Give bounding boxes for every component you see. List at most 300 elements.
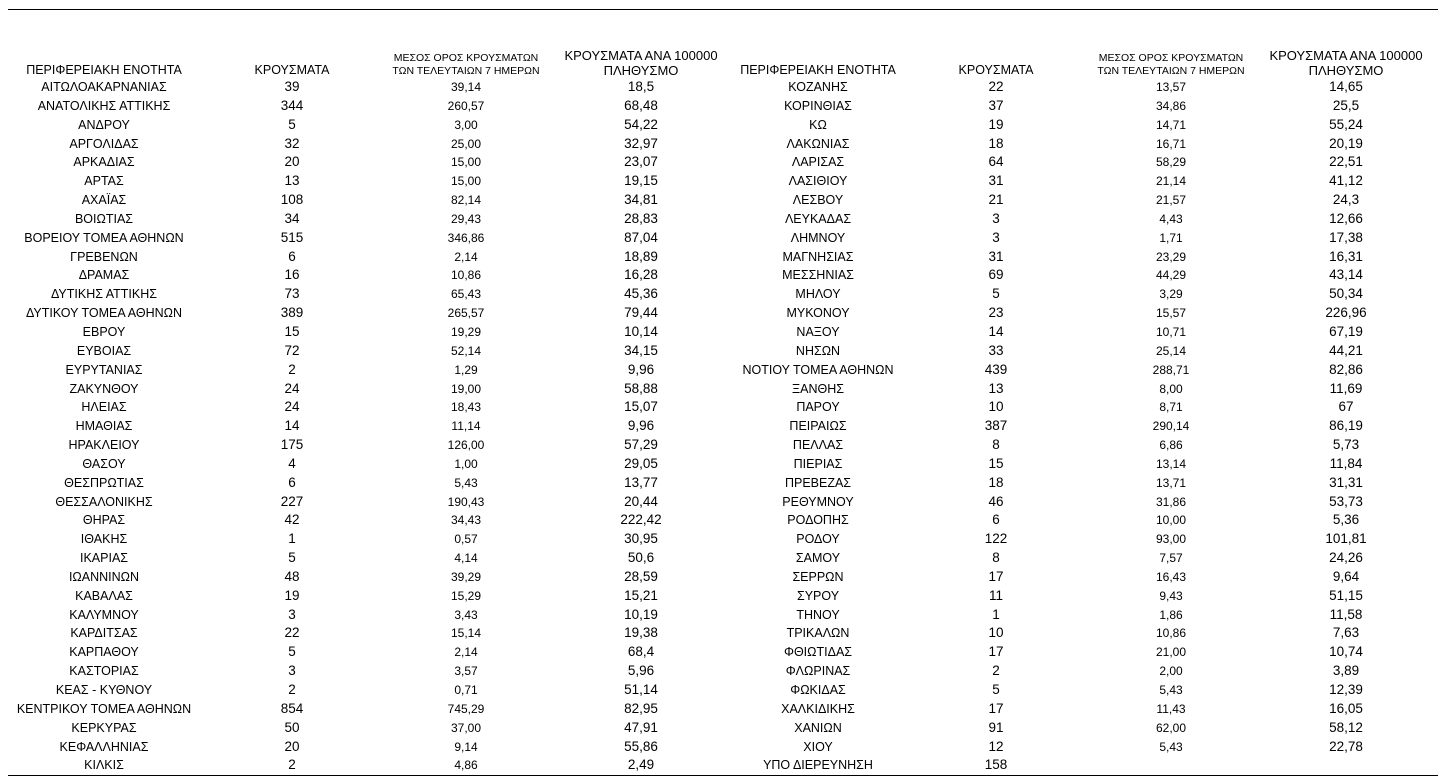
table-row (0, 568, 1445, 587)
left-region-name-cell: ΚΑΛΥΜΝΟΥ (69, 607, 139, 622)
left-region-name-cell: ΙΩΑΝΝΙΝΩΝ (68, 569, 140, 584)
right-region-name-cell: ΚΟΡΙΝΘΙΑΣ (784, 98, 852, 113)
left-cases-cell: 73 (284, 286, 300, 302)
right-rate-per-100k-cell: 44,21 (1329, 342, 1363, 358)
left-region-name-cell: ΕΒΡΟΥ (82, 324, 126, 339)
right-seven-day-average-cell: 10,86 (1155, 626, 1187, 641)
left-rate-per-100k-cell: 2,49 (627, 757, 655, 773)
left-region-name-cell: ΚΑΡΠΑΘΟΥ (69, 645, 139, 660)
left-cases-cell: 48 (284, 568, 300, 584)
left-rate-per-100k-cell: 68,48 (624, 97, 658, 113)
left-region-name-cell: ΑΡΤΑΣ (84, 174, 124, 189)
right-seven-day-average-cell: 14,71 (1155, 117, 1187, 132)
right-rate-per-100k-cell: 43,14 (1329, 267, 1363, 283)
left-cases-cell: 175 (280, 437, 304, 453)
right-region-name-cell: ΛΑΣΙΘΙΟΥ (788, 174, 848, 189)
left-seven-day-average-cell: 52,14 (450, 343, 482, 358)
right-region-name-cell: ΤΡΙΚΑΛΩΝ (786, 626, 850, 641)
left-seven-day-average-cell: 1,00 (454, 456, 478, 471)
right-region-name-cell: ΧΑΝΙΩΝ (794, 720, 842, 735)
right-region-name-cell: ΛΑΡΙΣΑΣ (791, 155, 845, 170)
left-cases-cell: 19 (284, 587, 300, 603)
left-region-name-cell: ΔΥΤΙΚΗΣ ΑΤΤΙΚΗΣ (51, 287, 157, 302)
right-cases-cell: 22 (988, 79, 1004, 94)
right-region-name-cell: ΣΑΜΟΥ (795, 551, 841, 566)
right-seven-day-average-cell: 1,86 (1159, 607, 1183, 622)
table-row (0, 587, 1445, 606)
right-rate-per-100k-cell: 55,24 (1329, 116, 1363, 132)
left-cases-cell: 227 (280, 493, 304, 509)
header-rate-line2: ΠΛΗΘΥΣΜΟ (603, 63, 679, 78)
left-region-name-cell: ΚΕΑΣ - ΚΥΘΝΟΥ (55, 683, 153, 697)
table-row (0, 606, 1445, 625)
left-cases-cell: 42 (284, 512, 300, 528)
left-cases-cell: 854 (280, 700, 304, 716)
left-seven-day-average-cell: 4,86 (454, 758, 478, 773)
header-avg-left (392, 52, 539, 78)
left-cases-cell: 72 (284, 342, 300, 358)
right-region-name-cell: ΦΛΩΡΙΝΑΣ (785, 664, 851, 679)
right-region-name-cell: ΚΩ (809, 117, 827, 132)
left-seven-day-average-cell: 29,43 (450, 211, 482, 226)
left-rate-per-100k-cell: 13,77 (624, 474, 658, 490)
left-rate-per-100k-cell: 5,96 (627, 663, 655, 679)
left-rate-per-100k-cell: 19,38 (624, 625, 658, 641)
table-row (0, 549, 1445, 568)
right-seven-day-average-cell: 13,71 (1155, 475, 1187, 490)
left-seven-day-average-cell: 260,57 (447, 98, 485, 113)
left-region-name-cell: ΚΙΛΚΙΣ (84, 758, 124, 773)
left-region-name-cell: ΔΥΤΙΚΟΥ ΤΟΜΕΑ ΑΘΗΝΩΝ (25, 306, 183, 321)
left-region-name-cell: ΗΜΑΘΙΑΣ (75, 419, 133, 434)
left-rate-per-100k-cell: 47,91 (624, 719, 658, 735)
header-cases-right: ΚΡΟΥΣΜΑΤΑ (958, 63, 1034, 77)
left-rate-per-100k-cell: 57,29 (624, 437, 658, 453)
left-region-name-cell: ΚΑΡΔΙΤΣΑΣ (70, 626, 138, 641)
left-seven-day-average-cell: 265,57 (447, 306, 485, 321)
right-seven-day-average-cell: 8,71 (1159, 400, 1183, 415)
right-cases-cell: 17 (988, 568, 1004, 584)
left-cases-cell: 16 (284, 267, 300, 283)
right-cases-cell: 19 (988, 116, 1004, 132)
right-rate-per-100k-cell: 22,51 (1329, 154, 1363, 170)
right-rate-per-100k-cell: 86,19 (1329, 418, 1363, 434)
left-seven-day-average-cell: 4,14 (454, 551, 478, 566)
left-region-name-cell: ΕΥΒΟΙΑΣ (76, 343, 132, 358)
left-rate-per-100k-cell: 34,81 (624, 192, 658, 208)
right-region-name-cell: ΡΟΔΟΥ (796, 532, 840, 547)
left-region-name-cell: ΒΟΙΩΤΙΑΣ (74, 211, 134, 226)
table-row (0, 135, 1445, 154)
right-cases-cell: 387 (984, 418, 1008, 434)
left-rate-per-100k-cell: 29,05 (624, 455, 658, 471)
left-region-name-cell: ΔΡΑΜΑΣ (78, 268, 130, 283)
left-cases-cell: 108 (280, 192, 304, 208)
right-rate-per-100k-cell: 31,31 (1329, 474, 1363, 490)
table-row (0, 511, 1445, 530)
table-row (0, 361, 1445, 380)
right-rate-per-100k-cell: 7,63 (1332, 625, 1360, 641)
right-cases-cell: 14 (988, 323, 1004, 339)
left-seven-day-average-cell: 11,14 (451, 419, 481, 434)
right-rate-per-100k-cell: 58,12 (1329, 719, 1363, 735)
right-seven-day-average-cell: 8,00 (1159, 381, 1183, 396)
left-cases-cell: 6 (288, 248, 296, 264)
left-cases-cell: 50 (284, 719, 300, 735)
header-region-left: ΠΕΡΙΦΕΡΕΙΑΚΗ ΕΝΟΤΗΤΑ (26, 63, 182, 77)
right-seven-day-average-cell: 34,86 (1155, 98, 1187, 113)
right-cases-cell: 8 (992, 550, 1000, 566)
right-rate-per-100k-cell: 22,78 (1329, 738, 1363, 754)
table-row (0, 323, 1445, 342)
right-region-name-cell: ΝΑΞΟΥ (796, 324, 840, 339)
right-seven-day-average-cell: 4,43 (1159, 211, 1183, 226)
right-region-name-cell: ΧΑΛΚΙΔΙΚΗΣ (781, 701, 855, 716)
right-rate-per-100k-cell: 24,3 (1332, 192, 1360, 208)
left-cases-cell: 20 (284, 154, 300, 170)
right-region-name-cell: ΛΑΚΩΝΙΑΣ (786, 136, 850, 151)
left-rate-per-100k-cell: 54,22 (624, 116, 658, 132)
table-row (0, 304, 1445, 323)
left-seven-day-average-cell: 745,29 (447, 701, 485, 716)
right-rate-per-100k-cell: 53,73 (1329, 493, 1363, 509)
right-seven-day-average-cell: 13,14 (1155, 456, 1187, 471)
table-row (0, 248, 1445, 267)
right-cases-cell: 6 (992, 512, 1000, 528)
bottom-border (8, 775, 1438, 776)
right-rate-per-100k-cell: 17,38 (1329, 229, 1363, 245)
left-region-name-cell: ΘΗΡΑΣ (82, 513, 126, 528)
left-cases-cell: 344 (280, 97, 304, 113)
table-row (0, 662, 1445, 681)
table-row (0, 78, 1445, 97)
right-cases-cell: 17 (988, 644, 1004, 660)
header-rate-right (1269, 48, 1422, 78)
right-seven-day-average-cell: 21,00 (1155, 645, 1187, 660)
right-seven-day-average-cell: 21,14 (1155, 174, 1187, 189)
left-cases-cell: 15 (284, 323, 300, 339)
right-cases-cell: 69 (988, 267, 1004, 283)
left-cases-cell: 14 (284, 418, 300, 434)
right-seven-day-average-cell: 16,43 (1155, 569, 1187, 584)
right-seven-day-average-cell: 31,86 (1155, 494, 1187, 509)
left-region-name-cell: ΗΛΕΙΑΣ (81, 400, 127, 415)
table-row (0, 738, 1445, 757)
right-rate-per-100k-cell: 101,81 (1325, 531, 1367, 547)
right-seven-day-average-cell: 11,43 (1156, 701, 1186, 716)
left-seven-day-average-cell: 15,00 (450, 174, 482, 189)
left-seven-day-average-cell: 3,00 (454, 117, 478, 132)
right-rate-per-100k-cell: 16,05 (1329, 700, 1363, 716)
right-rate-per-100k-cell: 12,66 (1329, 210, 1363, 226)
left-seven-day-average-cell: 5,43 (454, 475, 478, 490)
left-cases-cell: 22 (284, 625, 300, 641)
left-seven-day-average-cell: 9,14 (454, 739, 478, 754)
table-row (0, 172, 1445, 191)
table-row (0, 266, 1445, 285)
table-row (0, 417, 1445, 436)
right-cases-cell: 10 (988, 625, 1004, 641)
left-region-name-cell: ΘΕΣΠΡΩΤΙΑΣ (64, 475, 144, 490)
left-cases-cell: 2 (288, 757, 296, 773)
header-avg-right (1097, 52, 1244, 78)
left-seven-day-average-cell: 39,29 (450, 569, 482, 584)
table-row (0, 398, 1445, 417)
left-rate-per-100k-cell: 222,42 (620, 512, 662, 528)
right-region-name-cell: ΣΕΡΡΩΝ (792, 569, 844, 584)
left-rate-per-100k-cell: 20,44 (624, 493, 658, 509)
left-cases-cell: 5 (288, 550, 296, 566)
left-cases-cell: 24 (284, 399, 300, 415)
right-rate-per-100k-cell: 11,84 (1329, 455, 1363, 471)
right-region-name-cell: ΛΕΣΒΟΥ (792, 193, 844, 208)
table-row (0, 493, 1445, 512)
right-region-name-cell: ΦΩΚΙΔΑΣ (790, 683, 846, 697)
table-row (0, 474, 1445, 493)
left-rate-per-100k-cell: 58,88 (624, 380, 658, 396)
left-cases-cell: 13 (284, 173, 300, 189)
right-rate-per-100k-cell: 25,5 (1332, 97, 1360, 113)
left-seven-day-average-cell: 15,14 (450, 626, 482, 641)
left-rate-per-100k-cell: 68,4 (627, 644, 655, 660)
left-seven-day-average-cell: 0,71 (454, 683, 478, 697)
table-row (0, 455, 1445, 474)
table-row (0, 380, 1445, 399)
left-seven-day-average-cell: 15,00 (450, 155, 482, 170)
right-seven-day-average-cell: 6,86 (1159, 438, 1183, 453)
table-row (0, 342, 1445, 361)
table-row (0, 643, 1445, 662)
right-cases-cell: 33 (988, 342, 1004, 358)
right-cases-cell: 11 (988, 587, 1004, 603)
right-cases-cell: 23 (988, 305, 1004, 321)
right-seven-day-average-cell: 7,57 (1159, 551, 1183, 566)
left-region-name-cell: ΑΙΤΩΛΟΑΚΑΡΝΑΝΙΑΣ (41, 80, 167, 94)
header-region-right: ΠΕΡΙΦΕΡΕΙΑΚΗ ΕΝΟΤΗΤΑ (740, 63, 896, 77)
table-row (0, 97, 1445, 116)
left-region-name-cell: ΑΝΑΤΟΛΙΚΗΣ ΑΤΤΙΚΗΣ (37, 98, 171, 113)
right-rate-per-100k-cell: 12,39 (1329, 682, 1363, 697)
right-cases-cell: 10 (988, 399, 1004, 415)
right-cases-cell: 18 (988, 135, 1004, 151)
right-seven-day-average-cell: 25,14 (1155, 343, 1187, 358)
right-cases-cell: 1 (992, 606, 1000, 622)
left-cases-cell: 389 (280, 305, 304, 321)
table-row (0, 116, 1445, 135)
left-rate-per-100k-cell: 51,14 (624, 682, 658, 697)
right-region-name-cell: ΤΗΝΟΥ (796, 607, 840, 622)
left-rate-per-100k-cell: 30,95 (624, 531, 658, 547)
left-region-name-cell: ΚΑΒΑΛΑΣ (75, 588, 133, 603)
header-avg-line1: ΜΕΣΟΣ ΟΡΟΣ ΚΡΟΥΣΜΑΤΩΝ (393, 52, 539, 64)
right-rate-per-100k-cell: 82,86 (1329, 361, 1363, 377)
left-seven-day-average-cell: 0,57 (454, 532, 478, 547)
left-rate-per-100k-cell: 10,19 (624, 606, 658, 622)
left-seven-day-average-cell: 3,57 (454, 664, 478, 679)
left-region-name-cell: ΕΥΡΥΤΑΝΙΑΣ (65, 362, 143, 377)
left-rate-per-100k-cell: 45,36 (624, 286, 658, 302)
right-cases-cell: 91 (988, 719, 1004, 735)
right-region-name-cell: ΣΥΡΟΥ (796, 588, 840, 603)
left-rate-per-100k-cell: 28,83 (624, 210, 658, 226)
left-seven-day-average-cell: 19,00 (450, 381, 482, 396)
right-cases-cell: 3 (992, 210, 1000, 226)
right-region-name-cell: ΠΙΕΡΙΑΣ (793, 456, 843, 471)
header-rate-line1: ΚΡΟΥΣΜΑΤΑ ΑΝΑ 100000 (1269, 48, 1423, 63)
right-seven-day-average-cell: 62,00 (1155, 720, 1187, 735)
right-seven-day-average-cell: 58,29 (1155, 155, 1187, 170)
table-header (0, 38, 1445, 78)
right-region-name-cell: ΠΕΙΡΑΙΩΣ (789, 419, 847, 434)
right-cases-cell: 8 (992, 437, 1000, 453)
right-region-name-cell: ΠΕΛΛΑΣ (792, 438, 844, 453)
header-cases-left: ΚΡΟΥΣΜΑΤΑ (254, 63, 330, 77)
left-region-name-cell: ΓΡΕΒΕΝΩΝ (70, 249, 138, 264)
header-rate-line1: ΚΡΟΥΣΜΑΤΑ ΑΝΑ 100000 (564, 48, 718, 63)
right-seven-day-average-cell: 5,43 (1159, 739, 1183, 754)
table-row (0, 624, 1445, 643)
left-rate-per-100k-cell: 15,07 (624, 399, 658, 415)
right-region-name-cell: ΜΑΓΝΗΣΙΑΣ (782, 249, 854, 264)
right-seven-day-average-cell: 93,00 (1155, 532, 1187, 547)
right-region-name-cell: ΝΗΣΩΝ (795, 343, 841, 358)
right-cases-cell: 12 (988, 738, 1004, 754)
right-cases-cell: 17 (988, 700, 1004, 716)
right-seven-day-average-cell: 3,29 (1159, 287, 1183, 302)
left-region-name-cell: ΚΕΦΑΛΛΗΝΙΑΣ (59, 739, 149, 754)
right-cases-cell: 21 (988, 192, 1004, 208)
right-rate-per-100k-cell: 11,58 (1329, 606, 1363, 622)
left-seven-day-average-cell: 19,29 (450, 324, 482, 339)
right-rate-per-100k-cell: 50,34 (1329, 286, 1363, 302)
left-cases-cell: 39 (284, 79, 300, 94)
right-seven-day-average-cell: 23,29 (1155, 249, 1187, 264)
right-rate-per-100k-cell: 24,26 (1329, 550, 1363, 566)
table-body (0, 78, 1445, 775)
left-rate-per-100k-cell: 82,95 (624, 700, 658, 716)
left-region-name-cell: ΘΑΣΟΥ (82, 456, 126, 471)
table-row (0, 756, 1445, 775)
table-row (0, 229, 1445, 248)
right-region-name-cell: ΧΙΟΥ (803, 739, 833, 754)
left-rate-per-100k-cell: 18,89 (624, 248, 658, 264)
right-rate-per-100k-cell: 67,19 (1329, 323, 1363, 339)
top-border (8, 9, 1438, 10)
left-region-name-cell: ΚΕΡΚΥΡΑΣ (71, 720, 137, 735)
header-rate-left (564, 48, 717, 78)
left-rate-per-100k-cell: 16,28 (624, 267, 658, 283)
left-region-name-cell: ΑΝΔΡΟΥ (78, 117, 130, 132)
left-cases-cell: 2 (288, 361, 296, 377)
left-cases-cell: 1 (288, 531, 296, 547)
header-rate-line2: ΠΛΗΘΥΣΜΟ (1308, 63, 1384, 78)
left-region-name-cell: ΑΡΓΟΛΙΔΑΣ (69, 136, 139, 151)
left-rate-per-100k-cell: 18,5 (627, 79, 655, 94)
left-cases-cell: 2 (288, 682, 296, 697)
right-region-name-cell: ΥΠΟ ΔΙΕΡΕΥΝΗΣΗ (763, 758, 873, 773)
right-cases-cell: 2 (992, 663, 1000, 679)
right-seven-day-average-cell: 288,71 (1152, 362, 1190, 377)
left-region-name-cell: ΗΡΑΚΛΕΙΟΥ (68, 438, 140, 453)
left-seven-day-average-cell: 37,00 (450, 720, 482, 735)
left-rate-per-100k-cell: 10,14 (624, 323, 658, 339)
left-cases-cell: 34 (284, 210, 300, 226)
right-rate-per-100k-cell: 67 (1338, 399, 1354, 415)
left-cases-cell: 5 (288, 644, 296, 660)
left-rate-per-100k-cell: 23,07 (624, 154, 658, 170)
header-avg-line2: ΤΩΝ ΤΕΛΕΥΤΑΙΩΝ 7 ΗΜΕΡΩΝ (1097, 65, 1245, 77)
right-seven-day-average-cell: 13,57 (1155, 80, 1187, 94)
left-rate-per-100k-cell: 9,96 (627, 361, 655, 377)
right-seven-day-average-cell: 290,14 (1152, 419, 1190, 434)
left-region-name-cell: ΚΑΣΤΟΡΙΑΣ (69, 664, 139, 679)
right-cases-cell: 31 (988, 173, 1004, 189)
right-region-name-cell: ΡΕΘΥΜΝΟΥ (782, 494, 854, 509)
right-region-name-cell: ΚΟΖΑΝΗΣ (788, 80, 848, 94)
right-seven-day-average-cell: 10,71 (1155, 324, 1187, 339)
right-seven-day-average-cell: 44,29 (1155, 268, 1187, 283)
left-seven-day-average-cell: 126,00 (447, 438, 485, 453)
right-region-name-cell: ΜΗΛΟΥ (795, 287, 841, 302)
right-region-name-cell: ΞΑΝΘΗΣ (792, 381, 844, 396)
left-cases-cell: 4 (288, 455, 296, 471)
table-row (0, 210, 1445, 229)
right-rate-per-100k-cell: 16,31 (1329, 248, 1363, 264)
right-rate-per-100k-cell: 14,65 (1329, 79, 1363, 94)
left-cases-cell: 515 (280, 229, 304, 245)
right-rate-per-100k-cell: 3,89 (1332, 663, 1360, 679)
left-seven-day-average-cell: 65,43 (450, 287, 482, 302)
header-avg-line1: ΜΕΣΟΣ ΟΡΟΣ ΚΡΟΥΣΜΑΤΩΝ (1098, 52, 1244, 64)
left-region-name-cell: ΑΡΚΑΔΙΑΣ (73, 155, 135, 170)
right-seven-day-average-cell: 9,43 (1159, 588, 1183, 603)
table-row (0, 530, 1445, 549)
right-cases-cell: 439 (984, 361, 1008, 377)
table-row (0, 436, 1445, 455)
left-cases-cell: 20 (284, 738, 300, 754)
left-cases-cell: 5 (288, 116, 296, 132)
left-region-name-cell: ΚΕΝΤΡΙΚΟΥ ΤΟΜΕΑ ΑΘΗΝΩΝ (16, 701, 192, 716)
right-region-name-cell: ΝΟΤΙΟΥ ΤΟΜΕΑ ΑΘΗΝΩΝ (742, 362, 894, 377)
table-row (0, 681, 1445, 700)
left-rate-per-100k-cell: 87,04 (624, 229, 658, 245)
left-region-name-cell: ΙΘΑΚΗΣ (80, 532, 128, 547)
table-row (0, 191, 1445, 210)
right-rate-per-100k-cell: 5,36 (1332, 512, 1360, 528)
right-rate-per-100k-cell: 226,96 (1325, 305, 1367, 321)
left-region-name-cell: ΙΚΑΡΙΑΣ (79, 551, 129, 566)
left-seven-day-average-cell: 10,86 (450, 268, 482, 283)
left-rate-per-100k-cell: 79,44 (624, 305, 658, 321)
left-seven-day-average-cell: 2,14 (454, 249, 478, 264)
left-seven-day-average-cell: 3,43 (454, 607, 478, 622)
table-row (0, 719, 1445, 738)
right-rate-per-100k-cell: 10,74 (1329, 644, 1363, 660)
right-cases-cell: 13 (988, 380, 1004, 396)
left-seven-day-average-cell: 18,43 (450, 400, 482, 415)
table-row (0, 700, 1445, 719)
left-seven-day-average-cell: 15,29 (450, 588, 482, 603)
right-rate-per-100k-cell: 41,12 (1329, 173, 1363, 189)
left-cases-cell: 32 (284, 135, 300, 151)
right-cases-cell: 3 (992, 229, 1000, 245)
left-seven-day-average-cell: 34,43 (450, 513, 482, 528)
left-cases-cell: 24 (284, 380, 300, 396)
right-cases-cell: 37 (988, 97, 1004, 113)
right-rate-per-100k-cell: 51,15 (1329, 587, 1363, 603)
left-cases-cell: 3 (288, 606, 296, 622)
left-cases-cell: 3 (288, 663, 296, 679)
